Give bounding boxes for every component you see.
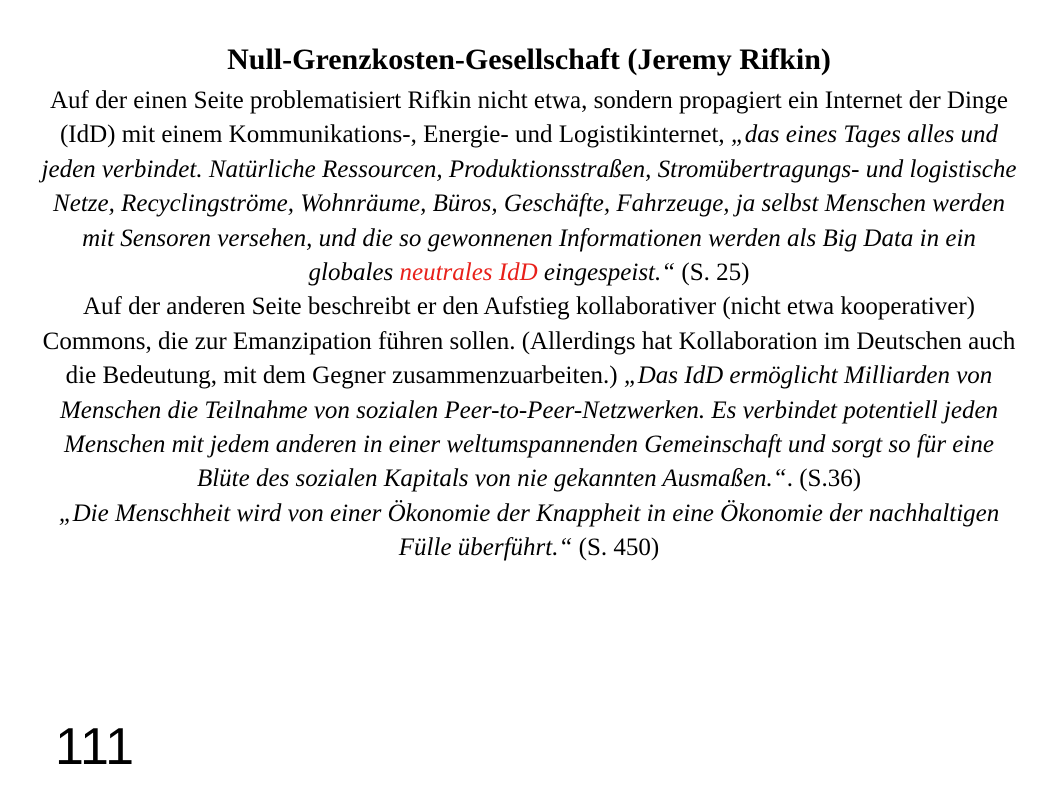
paragraph-internet-of-things <box>40 84 1018 290</box>
quote-1-end: eingespeist.“ <box>537 259 676 287</box>
paragraph-1-intro: Auf der einen Seite problematisiert Rifkin nicht etwa, sondern propagiert ein Internet der Dinge (IdD) mit einem Kommunikations-, Energie- und Logistikinternet, <box>49 87 1009 149</box>
quote-1-text: „das eines Tages alles und jeden verbindet. Natürliche Ressourcen, Produktionsstraßen, Stromübertragungs- und logistische Netze, Recyclingströme, Wohnräume, Büros, Geschäfte, Fahrzeuge, ja selbst Menschen werden mit Sensoren versehen, und die so gewonnenen Informationen werden als Big Data in ein globales <box>41 121 1017 287</box>
quote-3: „Die Menschheit wird von einer Ökonomie der Knappheit in eine Ökonomie der nachhaltigen Fülle überführt.“ <box>58 499 1000 562</box>
highlight-neutrales-idd: neutrales IdD <box>399 259 538 287</box>
citation-1: (S. 25) <box>675 259 750 287</box>
slide-title: Null-Grenzkosten-Gesellschaft (Jeremy Rifkin) <box>227 43 831 76</box>
quote-2: „Das IdD ermöglicht Milliarden von Menschen die Teilnahme von sozialen Peer-to-Peer-Netzwerken. Es verbindet potentiell jeden Menschen mit jedem anderen in einer weltumspannenden Gemeinschaft und sorgt so für eine Blüte des sozialen Kapitals von nie gekannten Ausmaßen.“ <box>59 362 999 493</box>
paragraph-2-intro: Auf der anderen Seite beschreibt er den Aufstieg kollaborativer (nicht etwa kooperativer) Commons, die zur Emanzipation führen sollen. (Allerdings hat Kollaboration im Deutschen auch die Bedeutung, mit dem Gegner zusammenzuarbeiten.) <box>42 293 1016 390</box>
paragraph-abundance <box>40 497 1018 566</box>
slide-body <box>40 84 1018 566</box>
page-number: 111 <box>55 718 135 776</box>
paragraph-commons <box>40 290 1018 496</box>
citation-3: (S. 450) <box>572 534 660 562</box>
citation-2: . (S.36) <box>786 465 862 493</box>
